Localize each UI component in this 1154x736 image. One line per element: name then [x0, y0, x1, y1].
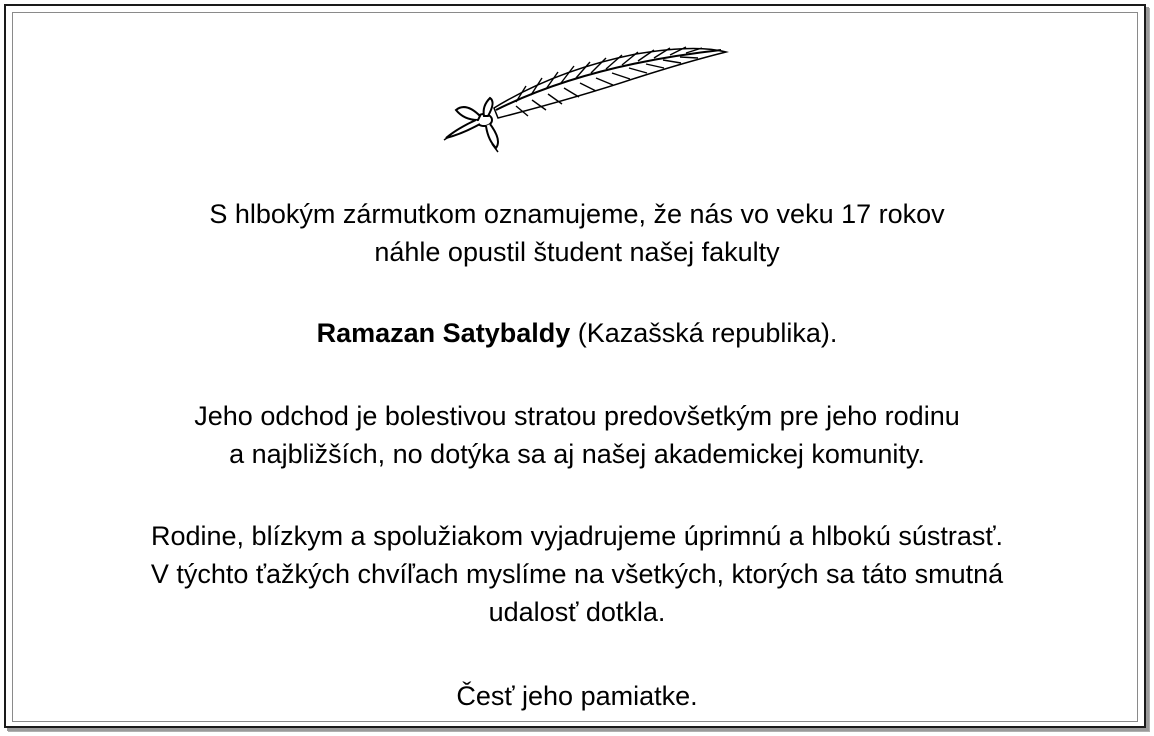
loss-line: Jeho odchod je bolestivou stratou predovšetkým pre jeho rodinu: [194, 401, 960, 431]
closing-text: Česť jeho pamiatke.: [456, 681, 698, 711]
deceased-name: Ramazan Satybaldy: [316, 318, 571, 348]
condolence-paragraph: [0, 517, 1154, 631]
intro-line: náhle opustil študent našej fakulty: [374, 237, 780, 267]
deceased-origin: (Kazašská republika).: [577, 318, 838, 348]
condolence-line: udalosť dotkla.: [488, 597, 666, 627]
announcement-intro: [0, 195, 1154, 271]
intro-line: S hlbokým zármutkom oznamujeme, že nás vo veku 17 rokov: [209, 199, 945, 229]
loss-line: a najbližších, no dotýka sa aj našej akademickej komunity.: [229, 439, 925, 469]
deceased-line: [0, 314, 1154, 352]
loss-paragraph: [0, 397, 1154, 473]
closing-line: [0, 677, 1154, 715]
condolence-line: V týchto ťažkých chvíľach myslíme na všetkých, ktorých sa táto smutná: [150, 559, 1004, 589]
frame-shadow: [8, 728, 1150, 732]
palm-branch-icon: [436, 40, 736, 160]
condolence-line: Rodine, blízkym a spolužiakom vyjadrujeme úprimnú a hlbokú sústrasť.: [150, 521, 1003, 551]
